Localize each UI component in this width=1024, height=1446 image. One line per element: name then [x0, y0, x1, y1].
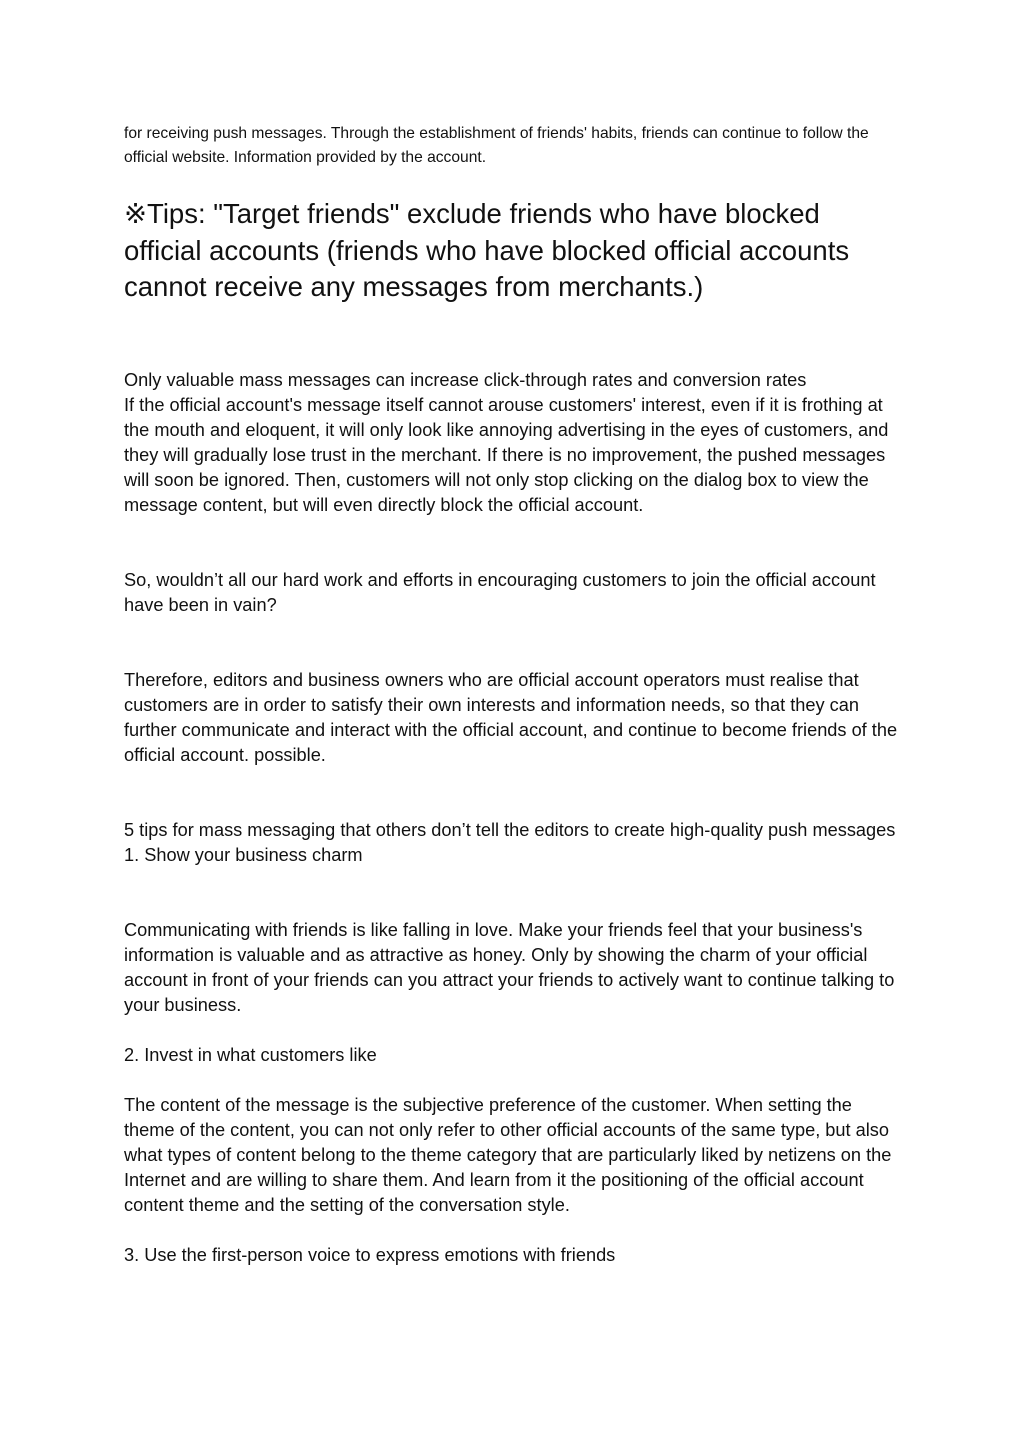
intro-paragraph: for receiving push messages. Through the establishment of friends' habits, friends can continue to follow the official website. Information provided by the account. — [124, 125, 869, 166]
tips-list-heading: 5 tips for mass messaging that others don’t tell the editors to create high-quality push messages — [124, 820, 896, 840]
section-body: If the official account's message itself cannot arouse customers' interest, even if it is frothing at the mouth and eloquent, it will only look like annoying advertising in the eyes of customers, and they will gradually lose trust in the merchant. If there is no improvement, the pushed messages will soon be ignored. Then, customers will not only stop clicking on the dialog box to view the message content, but will even directly block the official account. — [124, 395, 889, 515]
tip-2-title: 2. Invest in what customers like — [124, 1045, 377, 1065]
therefore-paragraph: Therefore, editors and business owners who are official account operators must realise that customers are in order to satisfy their own interests and information needs, so that they can further communicate and interact with the official account, and continue to become friends of the official account. possible. — [124, 670, 898, 765]
tip-2-body: The content of the message is the subjective preference of the customer. When setting the theme of the content, you can not only refer to other official accounts of the same type, but also what types of content belong to the theme category that are particularly liked by netizens on the Internet and are willing to share them. And learn from it the positioning of the official account content theme and the setting of the conversation style. — [124, 1095, 892, 1215]
tip-3-title: 3. Use the first-person voice to express emotions with friends — [124, 1245, 616, 1265]
tip-1-body: Communicating with friends is like falling in love. Make your friends feel that your business's information is valuable and as attractive as honey. Only by showing the charm of your official account in front of your friends can you attract your friends to actively want to continue talking to your business. — [124, 920, 895, 1015]
section-value-messages — [124, 368, 900, 518]
section-heading: Only valuable mass messages can increase click-through rates and conversion rates — [124, 370, 807, 390]
question-paragraph: So, wouldn’t all our hard work and efforts in encouraging customers to join the official account have been in vain? — [124, 570, 876, 615]
tips-list-intro — [124, 818, 900, 868]
tips-heading: ※Tips: "Target friends" exclude friends who have blocked official accounts (friends who have blocked official accounts cannot receive any messages from merchants.) — [124, 198, 850, 303]
tip-1-title: 1. Show your business charm — [124, 845, 363, 865]
